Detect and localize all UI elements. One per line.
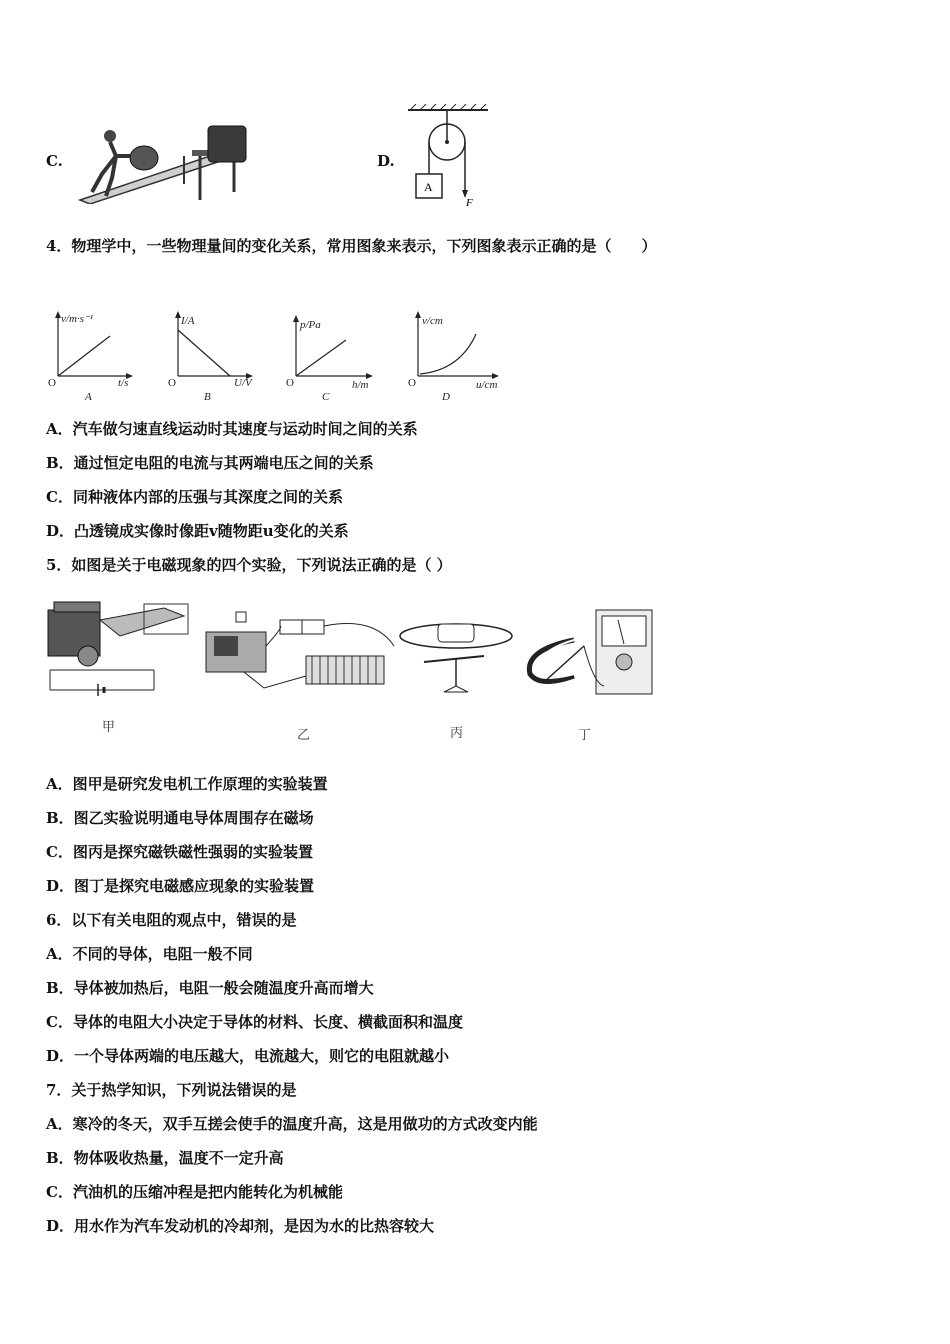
graph-d-origin: O [408,377,416,389]
q6-option-a: A．不同的导体，电阻一般不同 [46,945,253,963]
graph-c-xlabel: h/m [352,379,369,391]
graph-b-origin: O [168,377,176,389]
q6-stem: 6．以下有关电阻的观点中，错误的是 [46,911,297,929]
q6-option-c: C．导体的电阻大小决定于导体的材料、长度、横截面积和温度 [46,1013,463,1031]
q4-graphs [40,308,520,408]
figure-jia [48,602,188,696]
graph-c-ylabel: p/Pa [300,319,321,331]
graph-d-caption: D [442,391,450,403]
caption-bing: 丙 [450,726,464,741]
q4-option-a: A．汽车做匀速直线运动时其速度与运动时间之间的关系 [46,420,418,438]
q5-stem: 5．如图是关于电磁现象的四个实验，下列说法正确的是（ ） [46,556,452,574]
q4-option-c: C．同种液体内部的压强与其深度之间的关系 [46,488,343,506]
graph-c-origin: O [286,377,294,389]
graph-b [168,311,253,403]
q5-figures [44,596,664,746]
q7-option-b: B．物体吸收热量，温度不一定升高 [46,1149,284,1167]
q6-option-d: D．一个导体两端的电压越大，电流越大，则它的电阻就越小 [46,1047,450,1065]
q4-option-d: D．凸透镜成实像时像距v随物距u变化的关系 [46,522,349,540]
graph-b-xlabel: U/V [234,377,252,389]
pulley-figure [402,104,492,208]
q5-option-b: B．图乙实验说明通电导体周围存在磁场 [46,809,314,827]
graph-b-ylabel: I/A [181,315,195,327]
q7-stem: 7．关于热学知识，下列说法错误的是 [46,1081,297,1099]
pulley-force-label: F [466,197,473,208]
q4-option-b: B．通过恒定电阻的电流与其两端电压之间的关系 [46,454,374,472]
pulley-block-label: A [424,180,433,194]
q3-option-d-label: D. [377,152,395,170]
q7-option-d: D．用水作为汽车发动机的冷却剂，是因为水的比热容较大 [46,1217,435,1235]
q7-option-c: C．汽油机的压缩冲程是把内能转化为机械能 [46,1183,343,1201]
figure-yi [206,612,394,688]
graph-d [408,311,499,403]
q5-option-d: D．图丁是探究电磁感应现象的实验装置 [46,877,315,895]
figure-bing [400,624,512,692]
graph-a-caption: A [85,391,92,403]
q4-stem: 4．物理学中，一些物理量间的变化关系，常用图象来表示，下列图象表示正确的是（ ） [46,237,657,255]
ramp-figure [72,122,252,204]
graph-a-origin: O [48,377,56,389]
q5-option-c: C．图丙是探究磁铁磁性强弱的实验装置 [46,843,313,861]
caption-jia: 甲 [102,720,116,735]
caption-ding: 丁 [578,728,592,743]
caption-yi: 乙 [297,728,311,743]
graph-a [48,311,133,403]
q6-option-b: B．导体被加热后，电阻一般会随温度升高而增大 [46,979,374,997]
graph-c [286,315,373,403]
graph-d-ylabel: v/cm [422,315,443,327]
q5-option-a: A．图甲是研究发电机工作原理的实验装置 [46,775,328,793]
graph-a-ylabel: v/m·s⁻¹ [61,313,94,325]
q3-option-c-label: C. [46,152,63,170]
graph-c-caption: C [322,391,330,403]
graph-a-xlabel: t/s [118,377,129,389]
figure-ding [529,610,652,694]
graph-b-caption: B [204,391,211,403]
graph-d-xlabel: u/cm [476,379,498,391]
q7-option-a: A．寒冷的冬天，双手互搓会使手的温度升高，这是用做功的方式改变内能 [46,1115,538,1133]
